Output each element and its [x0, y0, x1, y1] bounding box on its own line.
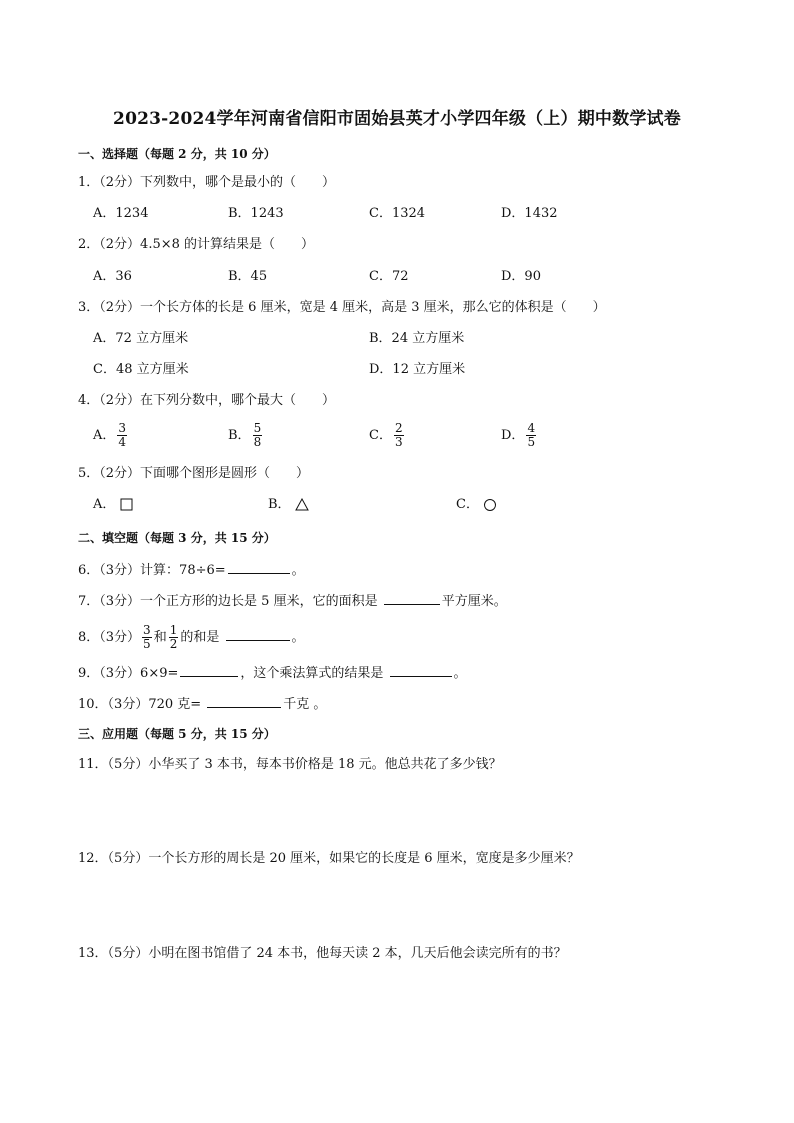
q3-option-a: A．72 立方厘米	[93, 331, 189, 346]
q9-text: 9．（3分）6×9=	[78, 666, 179, 681]
q9-tail: 。	[453, 666, 467, 681]
fraction-numerator: 2	[394, 421, 403, 435]
fraction-numerator: 3	[143, 623, 151, 637]
fraction-denominator: 8	[253, 435, 262, 449]
fraction-denominator: 4	[118, 435, 127, 449]
question-2: 2．（2分）4.5×8 的计算结果是（ ）	[78, 237, 315, 252]
q10-text: 10．（3分）720 克=	[78, 697, 202, 712]
answer-blank[interactable]	[207, 694, 281, 708]
q2-option-a: A．36	[93, 269, 132, 284]
question-5: 5．（2分）下面哪个图形是圆形（ ）	[78, 466, 310, 481]
fraction-4-5	[526, 422, 536, 449]
question-1: 1．（2分）下列数中，哪个是最小的（ ）	[78, 175, 336, 190]
fraction-denominator: 5	[527, 435, 536, 449]
q2-option-d: D．90	[501, 269, 541, 284]
fraction-1-2	[169, 624, 179, 651]
fraction-numerator: 4	[527, 421, 536, 435]
q4-option-a	[93, 422, 129, 449]
fraction-denominator: 3	[394, 435, 403, 449]
section-heading-choice: 一、选择题（每题 2 分，共 10 分）	[78, 147, 276, 161]
q1-option-a: A．1234	[93, 206, 149, 221]
fraction-denominator: 5	[143, 637, 151, 651]
q8-text: 8．（3分）	[78, 630, 141, 645]
question-11: 11．（5分）小华买了 3 本书，每本书价格是 18 元。他总共花了多少钱？	[78, 757, 502, 772]
fraction-denominator: 2	[169, 637, 178, 651]
fraction-5-8	[253, 422, 263, 449]
q6-tail: 。	[291, 563, 305, 578]
q1-option-c: C．1324	[369, 206, 426, 221]
fraction-numerator: 5	[253, 421, 262, 435]
fraction-2-3	[394, 422, 404, 449]
q3-option-d: D．12 立方厘米	[369, 362, 466, 377]
circle-icon	[483, 498, 497, 512]
q1-option-b: B．1243	[228, 206, 284, 221]
q4-option-a-label: A．	[93, 428, 116, 443]
question-10	[78, 694, 326, 714]
q4-option-b	[228, 422, 264, 449]
question-6	[78, 560, 305, 580]
q7-text: 7．（3分）一个正方形的边长是 5 厘米，它的面积是	[78, 594, 378, 609]
answer-blank[interactable]	[226, 627, 290, 641]
q5-option-a	[93, 496, 133, 514]
q4-option-d-label: D．	[501, 428, 525, 443]
question-7	[78, 591, 507, 611]
square-icon	[120, 498, 133, 511]
question-13: 13．（5分）小明在图书馆借了 24 本书，他每天读 2 本，几天后他会读完所有的书？	[78, 946, 567, 961]
q1-option-d: D．1432	[501, 206, 558, 221]
q8-tail: 。	[291, 630, 305, 645]
q5-option-b	[268, 496, 309, 514]
section-heading-fill: 二、填空题（每题 3 分，共 15 分）	[78, 531, 276, 545]
q2-option-b: B．45	[228, 269, 268, 284]
fraction-numerator: 3	[118, 421, 127, 435]
q5-option-b-label: B．	[268, 497, 291, 512]
q3-option-b: B．24 立方厘米	[369, 331, 465, 346]
q5-option-c	[456, 496, 497, 514]
answer-blank[interactable]	[384, 591, 440, 605]
q10-tail: 千克 。	[283, 697, 327, 712]
q6-text: 6．（3分）计算：78÷6=	[78, 563, 226, 578]
q5-option-c-label: C．	[456, 497, 479, 512]
q4-option-d	[501, 422, 538, 449]
question-8	[78, 624, 305, 651]
q7-tail: 平方厘米。	[441, 594, 507, 609]
q2-option-c: C．72	[369, 269, 409, 284]
question-9	[78, 663, 467, 683]
fraction-3-4	[117, 422, 127, 449]
answer-blank[interactable]	[228, 560, 290, 574]
q8-and: 和	[153, 630, 167, 645]
fraction-3-5	[142, 624, 152, 651]
triangle-icon	[295, 498, 309, 511]
question-4: 4．（2分）在下列分数中，哪个最大（ ）	[78, 393, 336, 408]
q4-option-c	[369, 422, 406, 449]
q9-text-2: ，这个乘法算式的结果是	[240, 666, 384, 681]
exam-title: 2023-2024学年河南省信阳市固始县英才小学四年级（上）期中数学试卷	[113, 109, 681, 129]
q5-option-a-label: A．	[93, 497, 116, 512]
question-12: 12．（5分）一个长方形的周长是 20 厘米，如果它的长度是 6 厘米，宽度是多少厘米？	[78, 851, 580, 866]
q3-option-c: C．48 立方厘米	[93, 362, 189, 377]
answer-blank[interactable]	[390, 663, 452, 677]
q8-text-2: 的和是	[180, 630, 220, 645]
q4-option-b-label: B．	[228, 428, 251, 443]
section-heading-application: 三、应用题（每题 5 分，共 15 分）	[78, 727, 276, 741]
q4-option-c-label: C．	[369, 428, 392, 443]
answer-blank[interactable]	[180, 663, 238, 677]
question-3: 3．（2分）一个长方体的长是 6 厘米，宽是 4 厘米，高是 3 厘米，那么它的体积是（ ）	[78, 300, 606, 315]
fraction-numerator: 1	[169, 623, 178, 637]
